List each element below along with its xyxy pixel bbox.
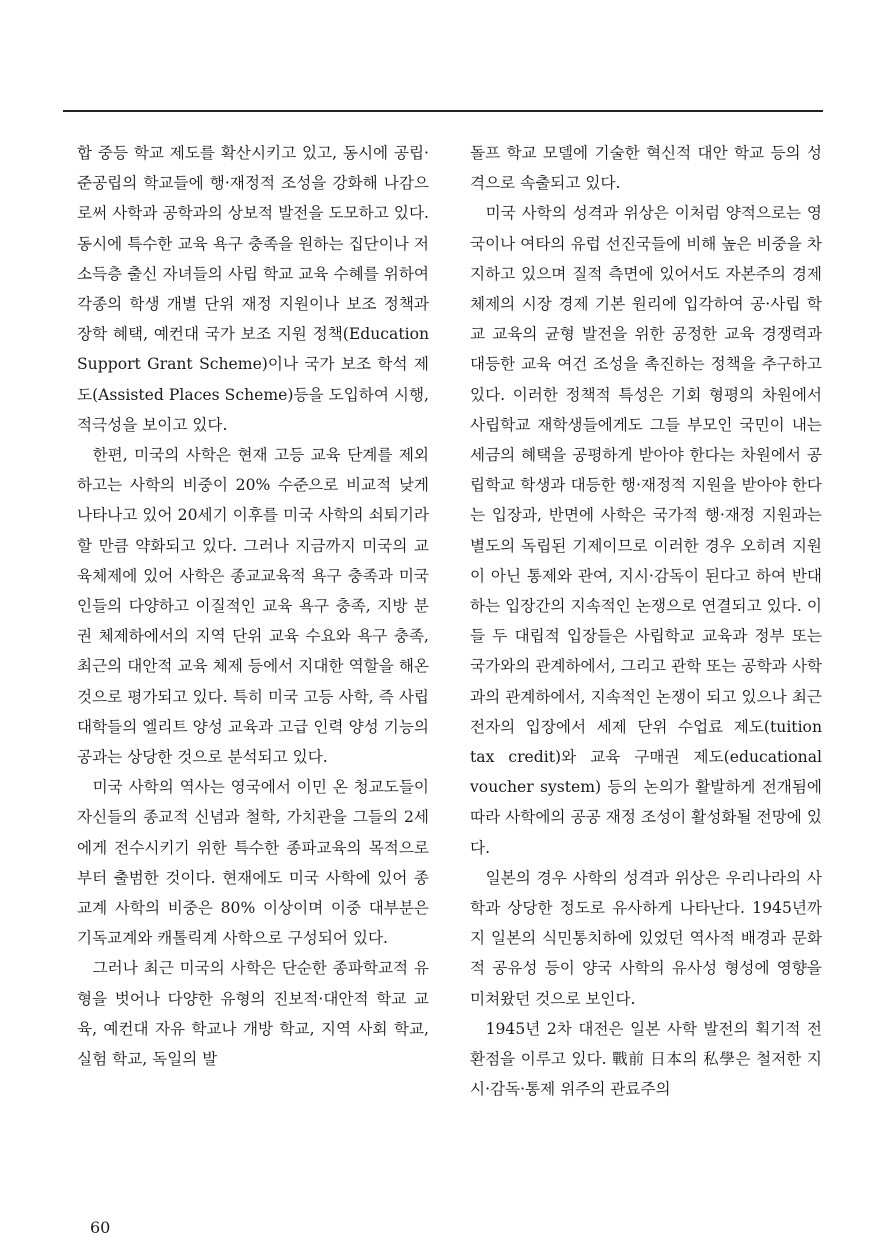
right-column [470, 138, 822, 1105]
header-rule [63, 110, 823, 112]
left-paragraph-4: 그러나 최근 미국의 사학은 단순한 종파학교적 유형을 벗어나 다양한 유형의 진보적·대안적 학교 교육, 예컨대 자유 학교나 개방 학교, 지역 사회 학교, 실험 학교, 독일의 발 [77, 959, 429, 1069]
right-paragraph-2: 미국 사학의 성격과 위상은 이처럼 양적으로는 영국이나 여타의 유럽 선진국들에 비해 높은 비중을 차지하고 있으며 질적 측면에 있어서도 자본주의 경제 체제의 시장 경제 기본 원리에 입각하여 공·사립 학교 교육의 균형 발전을 위한 공정한 교육 경쟁력과 대등한 교육 여건 조성을 촉진하는 정책을 추구하고 있다. 이러한 정책적 특성은 기회 형평의 차원에서 사립학교 재학생들에게도 그들 부모인 국민이 내는 세금의 혜택을 공평하게 받아야 한다는 차원에서 공립학교 학생과 대등한 행·재정적 지원을 받아야 한다는 입장과, 반면에 사학은 국가적 행·재정 지원과는 별도의 독립된 기제이므로 이러한 경우 오히려 지원이 아닌 통제와 관여, 지시·감독이 된다고 하여 반대하는 입장간의 지속적인 논쟁으로 연결되고 있다. 이들 두 대립적 입장들은 사립학교 교육과 정부 또는 국가와의 관계하에서, 그리고 관학 또는 공학과 사학과의 관계하에서, 지속적인 논쟁이 되고 있으나 최근 전자의 입장에서 세제 단위 수업료 제도(tuition tax credit)와 교육 구매권 제도(educational voucher system) 등의 논의가 활발하게 전개됨에 따라 사학에의 공공 재정 조성이 활성화될 전망에 있다. [470, 204, 822, 857]
left-paragraph-1: 합 중등 학교 제도를 확산시키고 있고, 동시에 공립·준공립의 학교들에 행·재정적 조성을 강화해 나감으로써 사학과 공학과의 상보적 발전을 도모하고 있다. 동시에 특수한 교육 욕구 충족을 원하는 집단이나 저소득층 출신 자녀들의 사립 학교 교육 수혜를 위하여 각종의 학생 개별 단위 재정 지원이나 보조 정책과 장학 혜택, 예컨대 국가 보조 지원 정책(Education Support Grant Scheme)이나 국가 보조 학석 제도(Assisted Places Scheme)등을 도입하여 시행, 적극성을 보이고 있다. [77, 144, 429, 434]
right-paragraph-4: 1945년 2차 대전은 일본 사학 발전의 획기적 전환점을 이루고 있다. 戰前 日本의 私學은 철저한 지시·감독·통제 위주의 관료주의 [470, 1019, 822, 1099]
right-paragraph-3: 일본의 경우 사학의 성격과 위상은 우리나라의 사학과 상당한 정도로 유사하게 나타난다. 1945년까지 일본의 식민통치하에 있었던 역사적 배경과 문화적 공유성 등이 양국 사학의 유사성 형성에 영향을 미쳐왔던 것으로 보인다. [470, 868, 822, 1008]
right-paragraph-1: 돌프 학교 모델에 기술한 혁신적 대안 학교 등의 성격으로 속출되고 있다. [470, 144, 822, 193]
left-paragraph-3: 미국 사학의 역사는 영국에서 이민 온 청교도들이 자신들의 종교적 신념과 철학, 가치관을 그들의 2세에게 전수시키기 위한 특수한 종파교육의 목적으로부터 출범한 것이다. 현재에도 미국 사학에 있어 종교계 사학의 비중은 80% 이상이며 이중 대부분은 기독교계와 캐톨릭계 사학으로 구성되어 있다. [77, 778, 429, 948]
left-paragraph-2: 한편, 미국의 사학은 현재 고등 교육 단계를 제외하고는 사학의 비중이 20% 수준으로 비교적 낮게 나타나고 있어 20세기 이후를 미국 사학의 쇠퇴기라 할 만큼 약화되고 있다. 그러나 지금까지 미국의 교육체제에 있어 사학은 종교교육적 욕구 충족과 미국인들의 다양하고 이질적인 교육 욕구 충족, 지방 분권 체제하에서의 지역 단위 교육 수요와 욕구 충족, 최근의 대안적 교육 체제 등에서 지대한 역할을 해온 것으로 평가되고 있다. 특히 미국 고등 사학, 즉 사립대학들의 엘리트 양성 교육과 고급 인력 양성 기능의 공과는 상당한 것으로 분석되고 있다. [77, 446, 429, 767]
left-column [77, 138, 429, 1074]
page-number: 60 [90, 1218, 111, 1237]
